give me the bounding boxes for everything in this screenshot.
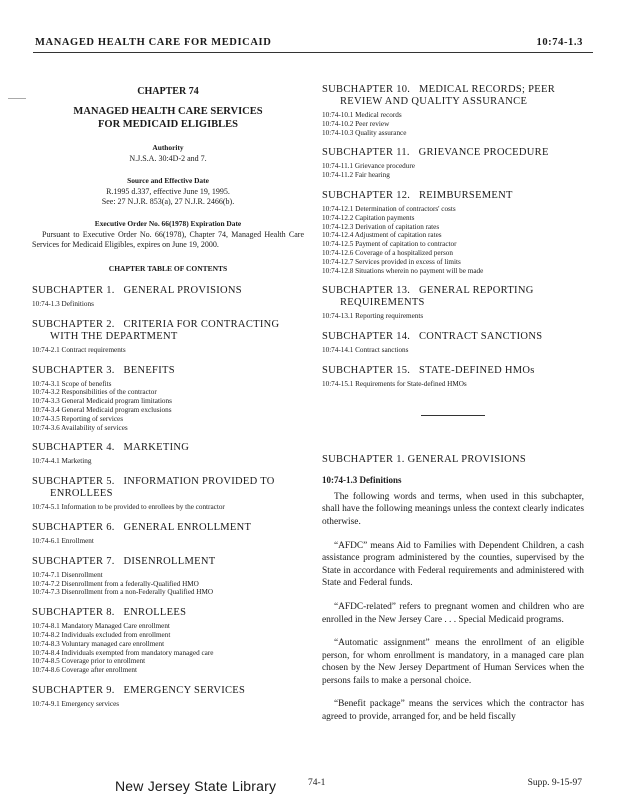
source-line2: See: 27 N.J.R. 853(a), 27 N.J.R. 2466(b). [101,197,235,206]
subchapter-title [32,442,304,454]
toc-subchapter [322,147,584,180]
subchapter-title [32,522,304,534]
subchapter-title-line1: SUBCHAPTER 10. MEDICAL RECORDS; PEER [322,84,555,95]
subchapter-title [322,331,584,343]
header-title: MANAGED HEALTH CARE FOR MEDICAID [35,37,272,48]
subchapter-title [32,285,304,297]
toc-section-item: 10:74-7.2 Disenrollment from a federally-Qualified HMO [32,579,199,588]
subchapter-title [32,685,304,697]
toc-subchapter [322,285,584,321]
definition-paragraph: “AFDC” means Aid to Families with Dependent Children, a cash assistance program administered by the counties, supervised by the State in accordance with Federal requirements and administered with State and Federal funds. [322,540,584,589]
toc-section-item: 10:74-9.1 Emergency services [32,699,120,708]
definitions-text [322,491,584,724]
definition-paragraph: “AFDC-related” refers to pregnant women and children who are enrolled in the New Jersey Care . . . Special Medicaid programs. [322,601,584,625]
toc-subchapter [32,442,304,466]
authority-text: N.J.S.A. 30:4D-2 and 7. [129,154,207,163]
toc-subchapter [322,190,584,275]
toc-section-item: 10:74-7.1 Disenrollment [32,570,103,579]
toc-subchapter [322,331,584,355]
toc-subchapter [322,365,584,389]
toc-section-item: 10:74-3.6 Availability of services [32,423,128,432]
chapter-title-line2: FOR MEDICAID ELIGIBLES [97,119,239,130]
subchapter-title-line1: SUBCHAPTER 14. CONTRACT SANCTIONS [322,331,543,343]
toc-subchapter [32,285,304,309]
subchapter-title-line1: SUBCHAPTER 2. CRITERIA FOR CONTRACTING [32,318,280,330]
toc-section-item: 10:74-7.3 Disenrollment from a non-Federally Qualified HMO [32,588,214,597]
toc-subchapter [32,476,304,512]
toc-section-item: 10:74-5.1 Information to be provided to enrollees by the contractor [32,503,225,512]
subchapter-title [32,365,304,377]
toc-section-item: 10:74-1.3 Definitions [32,300,94,308]
subchapter-title [32,607,304,619]
subchapter-title-line1: SUBCHAPTER 13. GENERAL REPORTING [322,285,534,297]
toc-section-item: 10:74-8.2 Individuals excluded from enrollment [32,630,171,639]
toc-section-item: 10:74-2.1 Contract requirements [32,345,126,354]
toc-left [32,285,304,709]
toc-right [322,84,584,389]
subchapter-title-line1: SUBCHAPTER 5. INFORMATION PROVIDED TO [32,476,275,488]
toc-section-item: 10:74-12.6 Coverage of a hospitalized person [322,248,453,257]
subchapter-title [322,365,584,377]
toc-section-item: 10:74-8.4 Individuals exempted from mandatory managed care [32,648,214,657]
definition-paragraph: The following words and terms, when used in this subchapter, shall have the following meanings unless the context clearly indicates otherwise. [322,491,584,527]
page-number: 74-1 [308,778,326,788]
toc-section-item: 10:74-11.2 Fair hearing [322,171,390,180]
toc-section-item: 10:74-4.1 Marketing [32,457,92,466]
toc-subchapter [32,607,304,675]
definition-paragraph: “Benefit package” means the services which the contractor has agreed to provide, arranged for, and be held fiscally [322,699,584,723]
authority-label: Authority [152,143,184,152]
subchapter-title [322,285,584,309]
toc-subchapter [322,84,584,137]
subchapter-title-line2: REQUIREMENTS [340,297,425,309]
left-column [32,86,304,709]
toc-section-item: 10:74-8.1 Mandatory Managed Care enrollment [32,622,170,631]
subchapter-title-line1: SUBCHAPTER 11. GRIEVANCE PROCEDURE [322,147,549,159]
toc-section-item: 10:74-15.1 Requirements for State-defined HMOs [322,379,467,388]
subchapter-title-line2: REVIEW AND QUALITY ASSURANCE [340,96,528,107]
toc-section-item: 10:74-14.1 Contract sanctions [322,346,409,355]
definition-paragraph: “Automatic assignment” means the enrollment of an eligible person, for whom enrollment is mandatory, in a managed care plan chosen by the New Jersey Department of Human Services when the persons fails to make a personal choice. [322,638,584,686]
section-separator [421,415,485,416]
toc-section-item: 10:74-13.1 Reporting requirements [322,312,424,321]
toc-section-item: 10:74-12.2 Capitation payments [322,213,415,222]
chapter-title-line1: MANAGED HEALTH CARE SERVICES [73,106,263,117]
subchapter-title [322,147,584,159]
toc-section-item: 10:74-3.2 Responsibilities of the contractor [32,388,157,397]
body-section-heading: 10:74-1.3 Definitions [322,474,402,485]
header-section-number: 10:74-1.3 [536,37,583,48]
subchapter-title-line2: WITH THE DEPARTMENT [50,330,178,342]
subchapter-title [32,319,304,343]
toc-section-item: 10:74-11.1 Grievance procedure [322,162,415,171]
chapter-number: CHAPTER 74 [137,86,199,97]
toc-section-item: 10:74-12.7 Services provided in excess of limits [322,257,461,266]
toc-section-item: 10:74-3.3 General Medicaid program limitations [32,397,172,406]
library-stamp: New Jersey State Library [115,778,277,794]
toc-subchapter [32,556,304,597]
toc-section-item: 10:74-8.3 Voluntary managed care enrollment [32,639,165,648]
source-line1: R.1995 d.337, effective June 19, 1995. [106,187,230,196]
toc-section-item: 10:74-12.4 Adjustment of capitation rates [322,231,442,240]
toc-section-item: 10:74-10.2 Peer review [322,119,390,128]
subchapter-title [32,476,304,500]
toc-subchapter [32,522,304,546]
subchapter-title-line1: SUBCHAPTER 7. DISENROLLMENT [32,555,216,567]
subchapter-title-line1: SUBCHAPTER 9. EMERGENCY SERVICES [32,684,246,696]
margin-mark [8,98,26,99]
toc-section-item: 10:74-12.3 Derivation of capitation rates [322,222,440,231]
subchapter-title [322,190,584,202]
toc-section-item: 10:74-10.3 Quality assurance [322,128,407,137]
subchapter-title-line1: SUBCHAPTER 4. MARKETING [32,442,190,454]
toc-subchapter [32,319,304,355]
toc-section-item: 10:74-12.1 Determination of contractors' costs [322,204,456,213]
subchapter-title-line1: SUBCHAPTER 6. GENERAL ENROLLMENT [32,521,252,533]
toc-subchapter [32,365,304,433]
subchapter-title [32,556,304,568]
toc-subchapter [32,685,304,709]
toc-section-item: 10:74-10.1 Medical records [322,111,402,119]
subchapter-title-line1: SUBCHAPTER 1. GENERAL PROVISIONS [32,285,242,296]
toc-section-item: 10:74-8.6 Coverage after enrollment [32,666,137,675]
toc-section-item: 10:74-3.5 Reporting of services [32,414,124,423]
source-label: Source and Effective Date [127,176,209,185]
toc-heading: CHAPTER TABLE OF CONTENTS [108,264,228,273]
toc-section-item: 10:74-12.8 Situations wherein no payment will be made [322,266,484,275]
toc-section-item: 10:74-8.5 Coverage prior to enrollment [32,657,146,666]
toc-section-item: 10:74-6.1 Enrollment [32,536,94,545]
subchapter-title-line1: SUBCHAPTER 3. BENEFITS [32,364,175,376]
supplement-date: Supp. 9-15-97 [527,778,582,788]
toc-section-item: 10:74-3.1 Scope of benefits [32,379,112,388]
right-column [322,84,584,735]
toc-section-item: 10:74-12.5 Payment of capitation to contractor [322,240,457,249]
exec-order-text: Pursuant to Executive Order No. 66(1978), Chapter 74, Managed Health Care Services for Medicaid Eligibles, expires on June 19, 2000. [32,230,304,249]
header-rule [33,52,593,53]
toc-section-item: 10:74-3.4 General Medicaid program exclusions [32,405,172,414]
subchapter-title [322,84,584,108]
subchapter-title-line1: SUBCHAPTER 12. REIMBURSEMENT [322,189,513,201]
subchapter-title-line1: SUBCHAPTER 8. ENROLLEES [32,607,187,619]
chapter-title [32,105,304,131]
exec-order-label: Executive Order No. 66(1978) Expiration Date [94,219,242,228]
subchapter-title-line1: SUBCHAPTER 15. STATE-DEFINED HMOs [322,364,535,376]
body-subchapter-heading: SUBCHAPTER 1. GENERAL PROVISIONS [322,453,527,465]
subchapter-title-line2: ENROLLEES [50,488,113,500]
